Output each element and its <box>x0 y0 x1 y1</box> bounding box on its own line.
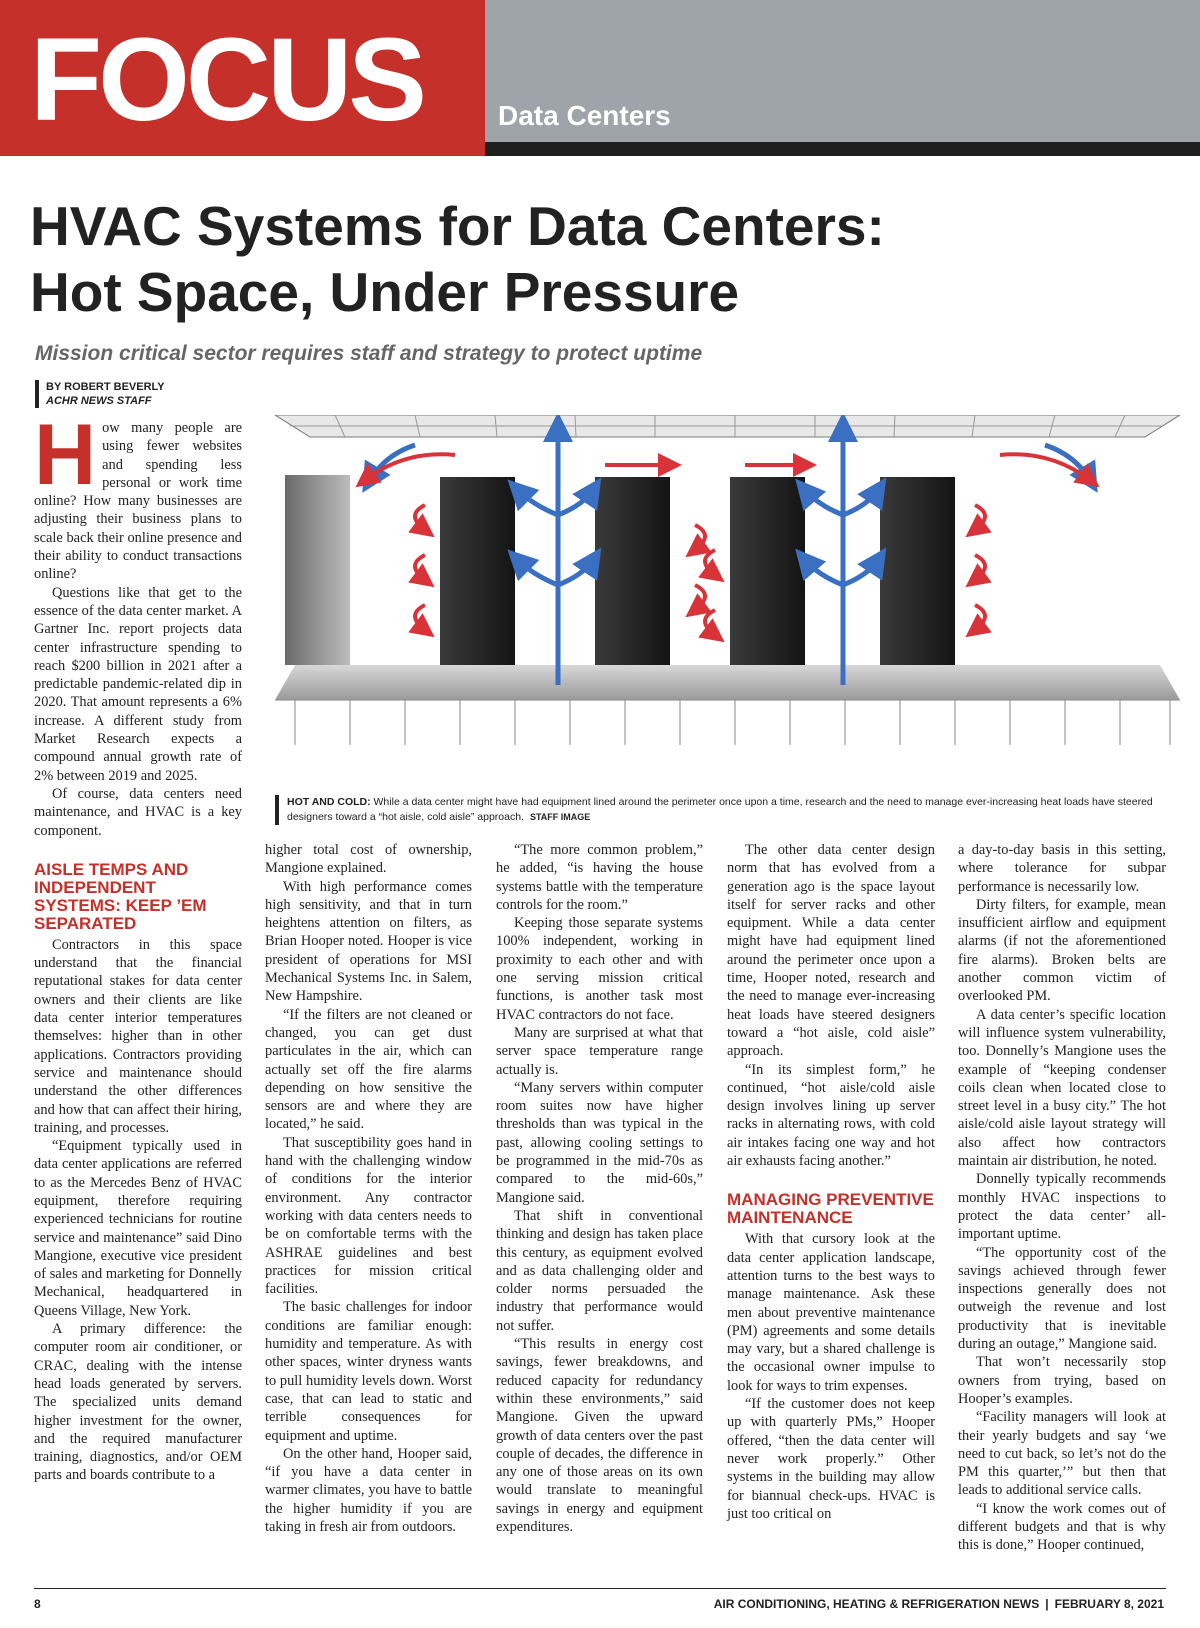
focus-logo: FOCUS <box>30 14 423 146</box>
floor-supports <box>275 700 1180 745</box>
deck: Mission critical sector requires staff and strategy to protect uptime <box>35 342 703 365</box>
paragraph: The basic challenges for indoor conditions are familiar enough: humidity and temperature. As with other spaces, winter dryness wants to pull humidity levels down. Worst case, that can lead to static and terrible consequences for equipment and uptime. <box>265 1299 472 1444</box>
paragraph: Of course, data centers need maintenance, and HVAC is a key component. <box>34 785 242 839</box>
paragraph: “The opportunity cost of the savings achieved through fewer inspections generally does not outweigh the revenue and lost productivity that is inevitable during an outage,” Mangione said. <box>958 1244 1166 1353</box>
paragraph: “In its simplest form,” he continued, “hot aisle/cold aisle design involves lining up server racks in alternating rows, with cold air intakes facing one way and hot air exhausts facing another.” <box>727 1061 935 1170</box>
data-center-illustration <box>275 415 1180 780</box>
paragraph: On the other hand, Hooper said, “if you have a data center in warmer climates, you have to battle the higher humidity if you are taking in fresh air from outdoors. <box>265 1445 472 1535</box>
paragraph: a day-to-day basis in this setting, where tolerance for subpar performance is necessarily low. <box>958 842 1166 895</box>
subhead-managing-pm: MANAGING PREVENTIVE MAINTENANCE <box>727 1190 934 1228</box>
crac-unit-left <box>285 475 350 665</box>
paragraph-text: ow many people are using fewer websites and spending less personal or work time online? How many businesses are adjusting their business plans to scale back their online presence and their ability to conduct transactions online? <box>34 420 242 583</box>
paragraph: That won’t necessarily stop owners from trying, based on Hooper’s examples. <box>958 1354 1166 1407</box>
paragraph: “Many servers within computer room suites now have higher thresholds than was typical in the past, allowing cooling settings to be programmed in the mid-70s as compared to the mid-60s,” Mangione said. <box>496 1079 703 1206</box>
paragraph: “If the customer does not keep up with quarterly PMs,” Hooper offered, “then the data center will never work properly.” Other systems in the building may allow for biannual check-ups. HVAC is just too critical on <box>727 1396 935 1522</box>
subhead-aisle-temps: AISLE TEMPS AND INDEPENDENT SYSTEMS: KEEP ’EM SEPARATED <box>34 859 207 933</box>
paragraph: Contractors in this space understand that the financial reputational stakes for data center owners and their clients are like data center interior temperatures themselves: higher than in other applications. Contractors providing service and maintenance should understand the other differences and how that can affect their hiring, training, and processes. <box>34 936 242 1136</box>
paragraph: “The more common problem,” he added, “is having the house systems battle with the temperature controls for the room.” <box>496 842 703 913</box>
headline-line-2: Hot Space, Under Pressure <box>30 261 740 323</box>
byline-staff: ACHR NEWS STAFF <box>46 395 152 407</box>
paragraph: The other data center design norm that has evolved from a generation ago is the space layout itself for server racks and other equipment. While a data center might have had equipment lined around the perimeter once upon a time, Hooper noted, research and the need to manage ever-increasing heat loads have steered designers toward a “hot aisle, cold aisle” approach. <box>727 842 935 1060</box>
paragraph: With high performance comes high sensitivity, and that in turn heightens attention on filters, as Brian Hooper noted. Hooper is vice president of operations for MSI Mechanical Systems Inc. in Salem, New Hampshire. <box>265 878 472 1005</box>
byline-author: BY ROBERT BEVERLY <box>46 381 165 393</box>
paragraph: “This results in energy cost savings, fewer breakdowns, and reduced capacity for redundancy within these environments,” said Mangione. Given the upward growth of data centers over the past couple of decades, the difference in any one of those areas on its own would translate to meaningful savings in energy and equipment expenditures. <box>496 1336 703 1535</box>
paragraph: That susceptibility goes hand in hand with the challenging window of conditions for the interior environment. Any contractor working with data centers needs to be on comfortable terms with the ASHRAE guidelines and best practices for mission critical facilities. <box>265 1134 472 1298</box>
footer-separator: | <box>1045 1597 1049 1611</box>
paragraph: Keeping those separate systems 100% independent, working in proximity to each other and with one serving mission critical functions, is another task most HVAC contractors do not face. <box>496 915 703 1023</box>
paragraph: That shift in conventional thinking and design has taken place this century, as equipment evolved and as data challenging older and colder norms persuaded the industry that performance would not suffer. <box>496 1207 703 1334</box>
paragraph: With that cursory look at the data center application landscape, attention turns to the best ways to manage maintenance. Ask these men about preventive maintenance (PM) agreements and some details may vary, but a shared challenge is the occasional owner impulse to look for ways to trim expenses. <box>727 1231 935 1394</box>
byline <box>35 380 165 408</box>
caption-credit: STAFF IMAGE <box>529 812 591 822</box>
paragraph: “Facility managers will look at their yearly budgets and say ‘we need to cut back, so let’s not do the PM this quarter,’” but then that leads to additional service calls. <box>958 1409 1166 1499</box>
publication-name: AIR CONDITIONING, HEATING & REFRIGERATION NEWS <box>713 1597 1040 1611</box>
banner-dark-rule <box>485 142 1200 156</box>
page-number: 8 <box>34 1597 41 1611</box>
headline <box>30 193 1180 325</box>
paragraph <box>34 407 242 584</box>
headline-line-1: HVAC Systems for Data Centers: <box>30 195 885 257</box>
paragraph: Many are surprised at what that server space temperature range actually is. <box>496 1024 703 1078</box>
issue-date: FEBRUARY 8, 2021 <box>1054 1597 1164 1611</box>
caption-label: HOT AND COLD: <box>287 796 371 808</box>
drop-cap: H <box>34 407 97 503</box>
section-label: Data Centers <box>498 100 671 131</box>
raised-floor <box>275 665 1180 700</box>
server-rack-3 <box>730 477 805 687</box>
paragraph: “I know the work comes out of different budgets and that is why this is done,” Hooper continued, <box>958 1500 1166 1554</box>
server-rack-1 <box>440 477 515 687</box>
paragraph: higher total cost of ownership, Mangione explained. <box>265 842 472 877</box>
paragraph: A data center’s specific location will influence system vulnerability, too. Donnelly’s Mangione uses the example of “keeping condenser coils clean when located close to street level in a busy city.” The hot aisle/cold aisle layout strategy will also affect how contractors maintain air distribution, he noted. <box>958 1006 1166 1170</box>
paragraph: Donnelly typically recommends monthly HVAC inspections to protect the data center’ all-important uptime. <box>958 1171 1166 1243</box>
article-column-4 <box>727 841 935 1523</box>
paragraph: A primary difference: the computer room air conditioner, or CRAC, dealing with the intense head loads generated by servers. The specialized units demand higher investment for the owner, and the required manufacturer training, diagnostics, and/or OEM parts and boards contribute to a <box>34 1321 242 1484</box>
article-column-2 <box>265 841 472 1536</box>
footer-publication <box>714 1597 1164 1611</box>
footer-rule <box>34 1588 1166 1589</box>
paragraph: Questions like that get to the essence of the data center market. A Gartner Inc. report projects data center infrastructure spending to reach $200 billion in 2021 after a predictable pandemic-related dip in 2020. That amount represents a 6% increase. A different study from Market Research expects a compound annual growth rate of 2% between 2019 and 2025. <box>34 584 242 784</box>
server-rack-2 <box>595 477 670 687</box>
ceiling-grid <box>275 415 1180 437</box>
figure-caption <box>275 795 1192 825</box>
caption-text: While a data center might have had equipment lined around the perimeter once upon a time, research and the need to manage ever-increasing heat loads have steered designers toward a “hot aisle, cold aisle” approach. <box>287 796 1153 823</box>
paragraph: “Equipment typically used in data center applications are referred to as the Mercedes Benz of HVAC equipment, therefore requiring experienced technicians for routine service and maintenance” said Dino Mangione, executive vice president of sales and marketing for Donnelly Mechanical, headquartered in Queens Village, New York. <box>34 1138 242 1319</box>
server-rack-4 <box>880 477 955 687</box>
article-column-1 <box>34 407 242 1485</box>
paragraph: Dirty filters, for example, mean insufficient airflow and equipment alarms (if not the aforementioned fire alarms). Broken belts are another common victim of overlooked PM. <box>958 896 1166 1005</box>
paragraph: “If the filters are not cleaned or changed, you can get dust particulates in the air, which can actually set off the fire alarms depending on how sensitive the sensors are and where they are located,” he said. <box>265 1006 472 1133</box>
article-column-3 <box>496 841 703 1536</box>
article-column-5 <box>958 841 1166 1555</box>
